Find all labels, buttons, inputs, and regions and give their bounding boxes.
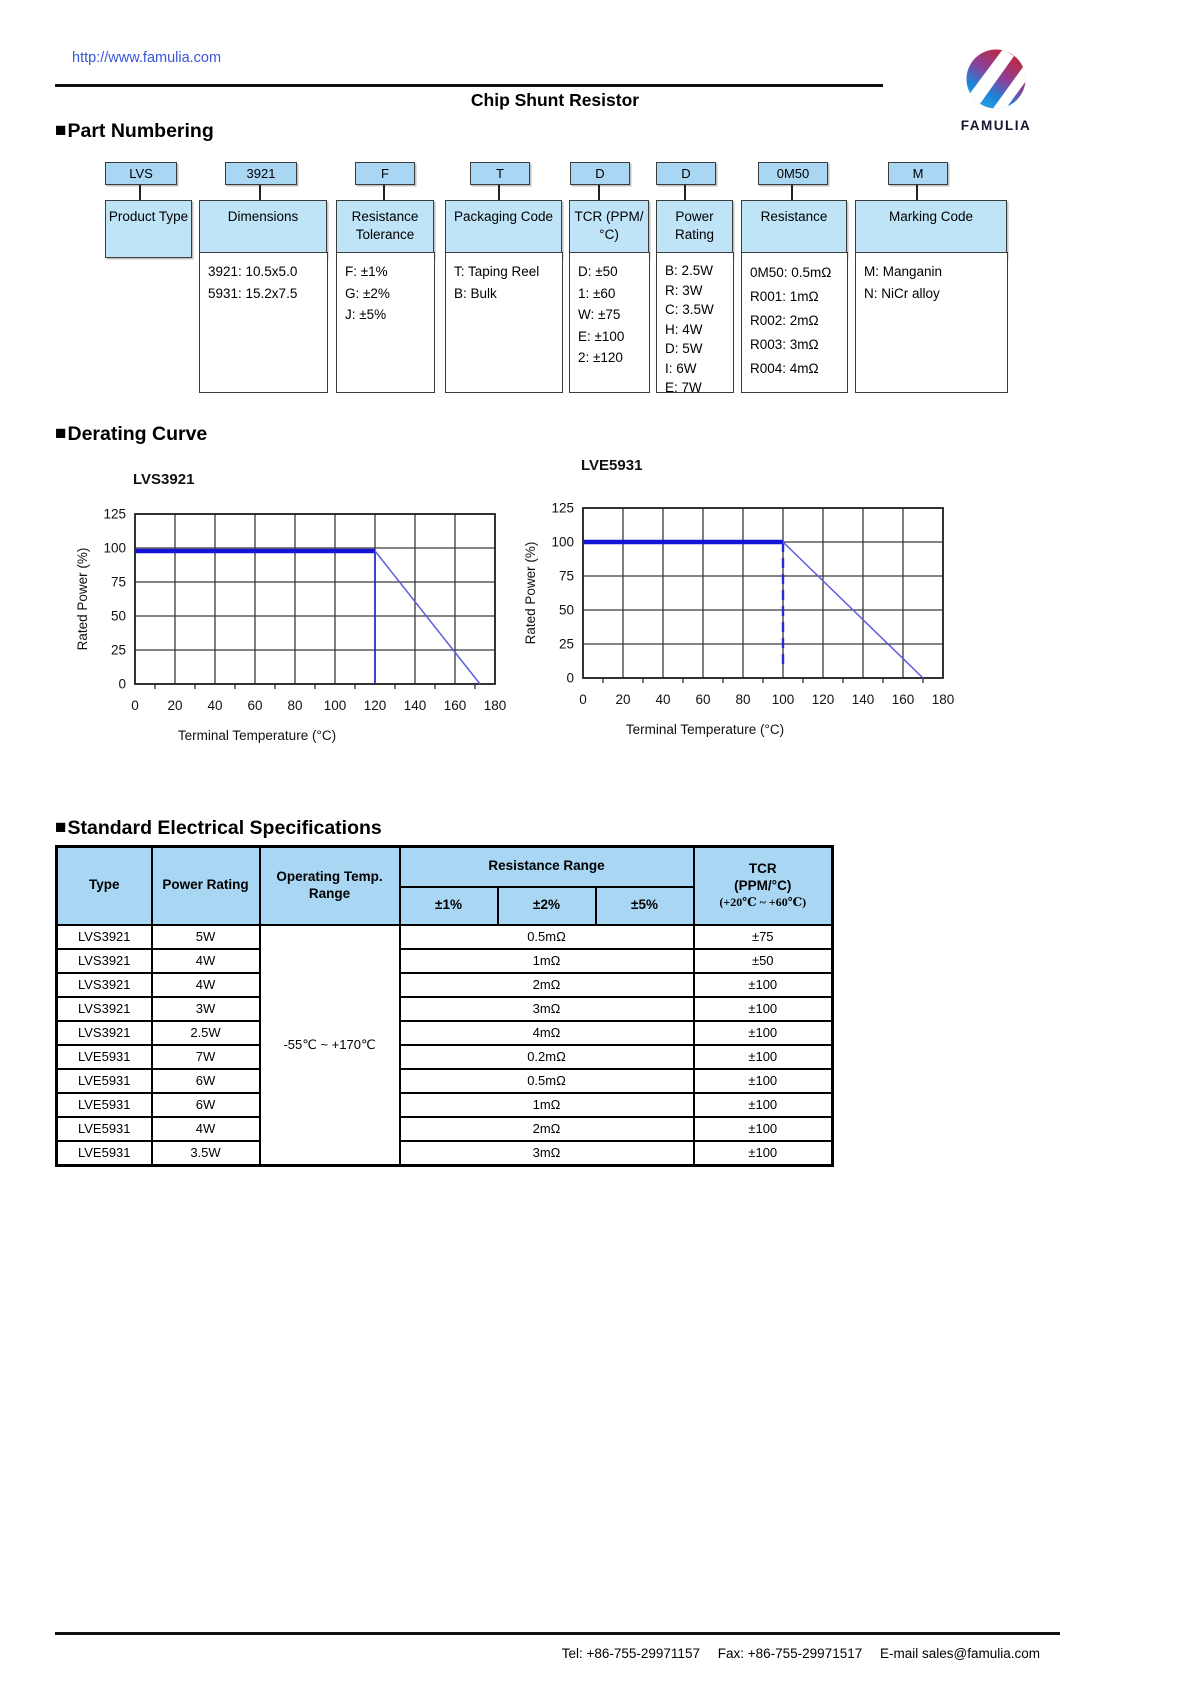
cell-power: 2.5W xyxy=(152,1021,260,1045)
spec-row xyxy=(57,1069,833,1093)
svg-text:125: 125 xyxy=(103,506,126,522)
svg-text:75: 75 xyxy=(558,568,574,584)
part-option: 5931: 15.2x7.5 xyxy=(208,285,298,301)
cell-tcr: ±100 xyxy=(694,1141,833,1166)
svg-text:Terminal Temperature (°C): Terminal Temperature (°C) xyxy=(177,728,337,743)
svg-text:125: 125 xyxy=(551,500,574,516)
cell-type: LVS3921 xyxy=(57,949,152,973)
svg-text:180: 180 xyxy=(931,692,955,707)
part-field-label: Resistance Tolerance xyxy=(336,200,434,258)
part-option: B: 2.5W xyxy=(665,263,714,278)
section-specifications xyxy=(55,817,382,840)
footer-fax: Fax: +86-755-29971517 xyxy=(717,1646,863,1661)
part-field-options xyxy=(445,252,563,393)
part-option: J: ±5% xyxy=(345,307,387,322)
svg-text:160: 160 xyxy=(891,692,915,707)
spec-row xyxy=(57,1117,833,1141)
brand-name: FAMULIA xyxy=(960,118,1032,133)
col-header-resistance-range: Resistance Range xyxy=(400,847,694,887)
part-option: R004: 4mΩ xyxy=(750,361,819,376)
part-field-label: Packaging Code xyxy=(445,200,562,258)
cell-resistance: 3mΩ xyxy=(400,1141,694,1166)
part-option: H: 4W xyxy=(665,321,703,337)
section-bullet-icon: ■ xyxy=(55,423,67,444)
part-option: E: ±100 xyxy=(578,328,625,344)
svg-text:50: 50 xyxy=(558,602,574,618)
cell-type: LVE5931 xyxy=(57,1141,152,1166)
part-option: B: Bulk xyxy=(454,285,497,301)
svg-text:20: 20 xyxy=(167,698,183,713)
tcr-header-line: (+20℃ ~ +60℃) xyxy=(719,895,807,910)
part-option: R: 3W xyxy=(665,282,703,298)
part-code-box: LVS xyxy=(105,162,177,185)
cell-tcr: ±100 xyxy=(694,1069,833,1093)
part-field-label: Marking Code xyxy=(855,200,1007,258)
part-option: M: Manganin xyxy=(864,264,943,279)
svg-text:25: 25 xyxy=(558,636,574,652)
part-field-options xyxy=(656,252,734,393)
cell-power: 6W xyxy=(152,1093,260,1117)
part-option: C: 3.5W xyxy=(665,302,714,317)
svg-text:120: 120 xyxy=(363,698,387,713)
svg-text:100: 100 xyxy=(551,534,574,550)
cell-type: LVS3921 xyxy=(57,925,152,949)
svg-text:60: 60 xyxy=(695,692,711,707)
part-option: 1: ±60 xyxy=(578,285,616,301)
cell-resistance: 4mΩ xyxy=(400,1021,694,1045)
part-field-label: Product Type xyxy=(105,200,192,258)
part-option: F: ±1% xyxy=(345,264,388,279)
spec-row xyxy=(57,997,833,1021)
svg-text:80: 80 xyxy=(287,698,303,713)
section-title: Part Numbering xyxy=(67,120,214,142)
svg-text:80: 80 xyxy=(735,692,751,707)
svg-text:100: 100 xyxy=(771,692,795,707)
cell-operating-range: -55℃ ~ +170℃ xyxy=(260,925,400,1166)
part-option: 2: ±120 xyxy=(578,350,623,365)
svg-text:160: 160 xyxy=(443,698,467,713)
derating-curve-svg xyxy=(508,446,988,746)
part-option: I: 6W xyxy=(665,360,697,376)
document-title: Chip Shunt Resistor xyxy=(470,90,640,110)
cell-power: 4W xyxy=(152,1117,260,1141)
part-option: D: 5W xyxy=(665,341,703,356)
connector-line xyxy=(498,185,500,200)
svg-text:LVE5931: LVE5931 xyxy=(581,457,643,474)
cell-resistance: 1mΩ xyxy=(400,1093,694,1117)
cell-resistance: 0.2mΩ xyxy=(400,1045,694,1069)
part-option: R003: 3mΩ xyxy=(750,337,819,352)
cell-type: LVE5931 xyxy=(57,1093,152,1117)
svg-text:0: 0 xyxy=(579,692,587,707)
svg-text:0: 0 xyxy=(131,698,139,713)
part-option: 3921: 10.5x5.0 xyxy=(208,264,298,279)
cell-type: LVS3921 xyxy=(57,1021,152,1045)
svg-text:100: 100 xyxy=(103,540,126,556)
part-option: D: ±50 xyxy=(578,264,618,279)
specifications-table xyxy=(55,845,834,1167)
website-link[interactable]: http://www.famulia.com xyxy=(72,50,222,66)
cell-power: 6W xyxy=(152,1069,260,1093)
cell-resistance: 2mΩ xyxy=(400,1117,694,1141)
col-header-power: Power Rating xyxy=(152,847,260,925)
footer-contact xyxy=(55,1646,1040,1661)
header-rule xyxy=(55,84,883,87)
part-option: W: ±75 xyxy=(578,307,621,322)
derating-chart-lve5931 xyxy=(508,446,988,751)
svg-text:50: 50 xyxy=(110,608,126,624)
part-code-box: M xyxy=(888,162,948,185)
col-header-operating: Operating Temp. Range xyxy=(260,847,400,925)
part-option: T: Taping Reel xyxy=(454,264,540,279)
part-option: G: ±2% xyxy=(345,285,390,301)
col-header-tolerance-2: ±5% xyxy=(596,887,694,925)
cell-tcr: ±100 xyxy=(694,1045,833,1069)
tcr-header-line: TCR xyxy=(748,861,777,877)
cell-power: 4W xyxy=(152,973,260,997)
cell-power: 5W xyxy=(152,925,260,949)
part-code-box: F xyxy=(355,162,415,185)
part-option: R001: 1mΩ xyxy=(750,289,819,304)
section-title: Derating Curve xyxy=(67,423,208,445)
cell-tcr: ±100 xyxy=(694,1021,833,1045)
col-header-tcr xyxy=(694,847,833,925)
cell-tcr: ±50 xyxy=(694,949,833,973)
svg-text:LVS3921: LVS3921 xyxy=(133,471,195,488)
col-header-tolerance-0: ±1% xyxy=(400,887,498,925)
svg-text:0: 0 xyxy=(118,676,126,692)
part-field-label: Power Rating xyxy=(656,200,733,258)
cell-type: LVS3921 xyxy=(57,997,152,1021)
part-option: 0M50: 0.5mΩ xyxy=(750,265,832,280)
part-code-box: D xyxy=(570,162,630,185)
part-field-options xyxy=(569,252,650,393)
derating-chart-lvs3921 xyxy=(60,452,540,757)
svg-text:75: 75 xyxy=(110,574,126,590)
section-part-numbering xyxy=(55,120,214,143)
cell-resistance: 0.5mΩ xyxy=(400,925,694,949)
spec-row xyxy=(57,949,833,973)
spec-row xyxy=(57,1093,833,1117)
cell-tcr: ±100 xyxy=(694,973,833,997)
part-field-options xyxy=(741,252,848,393)
part-field-label: Dimensions xyxy=(199,200,327,258)
col-header-tolerance-1: ±2% xyxy=(498,887,596,925)
section-derating-curve xyxy=(55,423,207,446)
svg-text:0: 0 xyxy=(566,670,574,686)
section-bullet-icon: ■ xyxy=(55,817,67,838)
svg-text:20: 20 xyxy=(615,692,631,707)
spec-row xyxy=(57,1141,833,1166)
cell-type: LVE5931 xyxy=(57,1045,152,1069)
cell-tcr: ±100 xyxy=(694,1093,833,1117)
part-option: N: NiCr alloy xyxy=(864,285,940,301)
svg-text:140: 140 xyxy=(851,692,875,707)
connector-line xyxy=(598,185,600,200)
spec-row xyxy=(57,925,833,949)
part-code-box: D xyxy=(656,162,716,185)
connector-line xyxy=(791,185,793,200)
part-field-label: Resistance xyxy=(741,200,847,258)
svg-text:100: 100 xyxy=(323,698,347,713)
cell-power: 7W xyxy=(152,1045,260,1069)
footer-email[interactable]: E-mail sales@famulia.com xyxy=(880,1646,1040,1661)
cell-tcr: ±100 xyxy=(694,997,833,1021)
cell-type: LVE5931 xyxy=(57,1069,152,1093)
cell-resistance: 0.5mΩ xyxy=(400,1069,694,1093)
footer-tel: Tel: +86-755-29971157 xyxy=(561,1646,700,1661)
footer-rule xyxy=(55,1632,1060,1635)
spec-row xyxy=(57,1045,833,1069)
connector-line xyxy=(259,185,261,200)
cell-type: LVE5931 xyxy=(57,1117,152,1141)
part-code-box: 3921 xyxy=(225,162,297,185)
svg-text:140: 140 xyxy=(403,698,427,713)
part-code-box: T xyxy=(470,162,530,185)
svg-text:120: 120 xyxy=(811,692,835,707)
section-title: Standard Electrical Specifications xyxy=(67,817,382,839)
connector-line xyxy=(916,185,918,200)
svg-text:Rated Power (%): Rated Power (%) xyxy=(523,541,538,645)
tcr-header-line: (PPM/°C) xyxy=(734,878,792,894)
derating-curve-svg xyxy=(60,452,540,752)
part-field-options xyxy=(336,252,435,393)
cell-tcr: ±100 xyxy=(694,1117,833,1141)
cell-type: LVS3921 xyxy=(57,973,152,997)
cell-power: 3.5W xyxy=(152,1141,260,1166)
part-code-box: 0M50 xyxy=(758,162,828,185)
part-option: R002: 2mΩ xyxy=(750,313,819,328)
svg-text:Terminal Temperature (°C): Terminal Temperature (°C) xyxy=(625,722,785,737)
svg-text:40: 40 xyxy=(207,698,223,713)
col-header-type: Type xyxy=(57,847,152,925)
cell-resistance: 3mΩ xyxy=(400,997,694,1021)
cell-power: 4W xyxy=(152,949,260,973)
part-option: E: 7W xyxy=(665,380,702,395)
svg-text:Rated Power (%): Rated Power (%) xyxy=(75,547,90,651)
svg-text:40: 40 xyxy=(655,692,671,707)
cell-power: 3W xyxy=(152,997,260,1021)
section-bullet-icon: ■ xyxy=(55,120,67,141)
svg-text:25: 25 xyxy=(110,642,126,658)
svg-text:180: 180 xyxy=(483,698,507,713)
cell-tcr: ±75 xyxy=(694,925,833,949)
part-field-options xyxy=(855,252,1008,393)
part-field-label: TCR (PPM/°C) xyxy=(569,200,649,258)
spec-row xyxy=(57,1021,833,1045)
connector-line xyxy=(139,185,141,200)
connector-line xyxy=(383,185,385,200)
cell-resistance: 2mΩ xyxy=(400,973,694,997)
electrical-specs-table xyxy=(55,845,834,1167)
cell-resistance: 1mΩ xyxy=(400,949,694,973)
svg-text:60: 60 xyxy=(247,698,263,713)
spec-row xyxy=(57,973,833,997)
connector-line xyxy=(684,185,686,200)
part-field-options xyxy=(199,252,328,393)
